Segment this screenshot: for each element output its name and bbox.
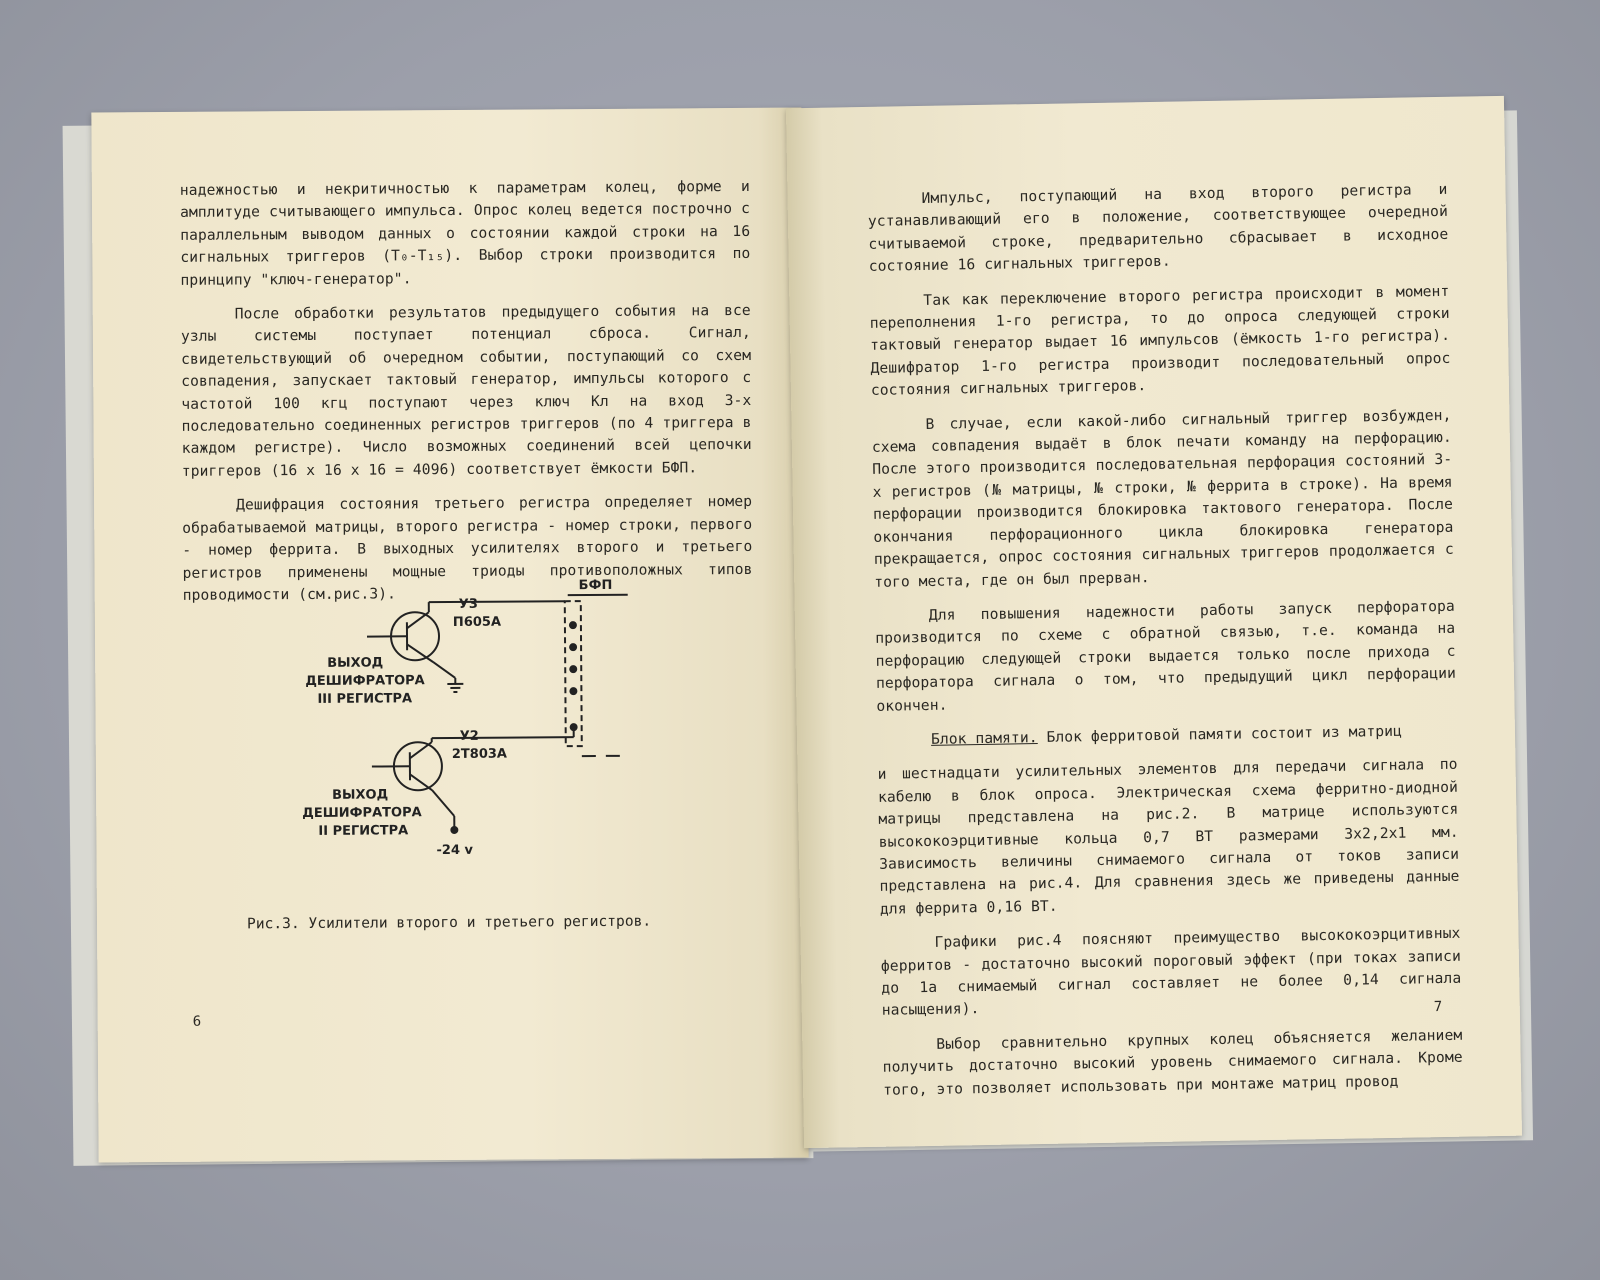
right-paragraph-2: Так как переключение второго регистра происходит в момент переполнения 1-го регистра, то до опроса следующей строки тактовый генератор выдает 16 импульсов (ёмкость 1-го регистра). Дешифратор 1-го регистра производит последовательный опрос состояния сигнальных триггеров.: [869, 282, 1451, 400]
bfp-label: БФП: [578, 577, 613, 594]
out2-line2: ДЕШИФРАТОРА: [302, 805, 422, 822]
supply-label: -24 v: [436, 842, 474, 859]
figure-caption: Рис.3. Усилители второго и третьего регистров.: [246, 912, 652, 933]
out3-line3: III РЕГИСТРА: [317, 691, 413, 707]
left-page: [91, 108, 808, 1163]
left-page-text: [180, 176, 753, 619]
left-paragraph-1: надежностью и некритичностью к параметрам колец, форме и амплитуде считывающего импульса. Опрос колец ведется построчно с параллельным выводом данных о состоянии каждой строки на 16 сигнальных триггеров (Т₀-Т₁₅). Выбор строки производится по принципу "ключ-генератор".: [179, 177, 751, 289]
out3-line2: ДЕШИФРАТОРА: [305, 673, 425, 690]
u2-label: У2: [459, 728, 479, 744]
block-memory-paragraph: [877, 720, 1457, 753]
right-page: [786, 96, 1522, 1148]
block-memory-text: Блок ферритовой памяти состоит из матриц: [1046, 722, 1403, 746]
u3-type-label: П605А: [452, 614, 502, 630]
right-paragraph-6: Графики рис.4 поясняют преимущество высококоэрцитивных ферритов - достаточно высокий пороговый эффект (при токах записи до 1а снимаемый сигнал составляет не более 0,14 сигнала насыщения).: [880, 924, 1462, 1020]
left-paragraph-3: Дешифрация состояния третьего регистра определяет номер обрабатываемой матрицы, второго регистра - номер строки, первого - номер феррита. В выходных усилителях второго и третьего регистров применены мощные триоды противоположных типов проводимости (см.рис.3).: [182, 493, 753, 604]
right-paragraph-1: Импульс, поступающий на вход второго регистра и устанавливающий его в положение, соответствующее очередной считываемой строке, предварительно сбрасывает в исходное состояние 16 сигнальных триггеров.: [867, 180, 1449, 276]
right-page-text: [867, 179, 1463, 1114]
amplifier-circuit-diagram: [283, 576, 685, 899]
out3-line1: ВЫХОД: [327, 655, 384, 671]
out2-line1: ВЫХОД: [332, 787, 389, 803]
right-paragraph-4: Для повышения надежности работы запуск перфоратора производится по схеме с обратной связью, т.е. команда на перфорацию следующей строки выдается только после прихода с перфоратора сигнала о том, что предыдущий цикл перфорации окончен.: [875, 597, 1457, 715]
block-memory-heading: Блок памяти.: [930, 728, 1038, 748]
left-paragraph-2: После обработки результатов предыдущего события на все узлы системы поступает потенциал сброса. Сигнал, свидетельствующий об очередном событии, поступающий со схем совпадения, запускает тактовый генератор, импульсы которого с частотой 100 кгц поступают через ключ Кл на вход 3-х последовательно соединенных регистров триггеров (по 4 триггера в каждом регистре). Число возможных соединений всей цепочки триггеров (16 х 16 х 16 = 4096) соответствует ёмкости БФП.: [180, 301, 752, 480]
right-paragraph-3: В случае, если какой-либо сигнальный триггер возбужден, схема совпадения выдаёт в блок печати команду на перфорацию. После этого производится последовательная перфорация состояний 3-х регистров (№ матрицы, № строки, № феррита в строке). На время перфорации производится блокировка тактового генератора. После окончания перфорационного цикла блокировка генератора прекращается, опрос состояния сигнальных триггеров продолжается с того места, где он был прерван.: [871, 406, 1454, 591]
page-number-left: 6: [192, 1013, 202, 1030]
out2-line3: II РЕГИСТРА: [318, 823, 409, 839]
page-number-right: 7: [1433, 999, 1443, 1016]
u3-label: У3: [458, 596, 478, 612]
right-paragraph-5: и шестнадцати усилительных элементов для передачи сигнала по кабелю в блок опроса. Электрическая схема ферритно-диодной матрицы представлена на рис.2. В матрице используются высококоэрцитивные кольца 0,7 ВТ размерами 3х2,2х1 мм. Зависимость величины снимаемого сигнала от токов записи представлена на рис.4. Для сравнения здесь же приведены данные для феррита 0,16 ВТ.: [877, 756, 1460, 918]
right-paragraph-7: Выбор сравнительно крупных колец объясняется желанием получить достаточно высокий уровень снимаемого сигнала. Кроме того, это позволяет использовать при монтаже матриц провод: [882, 1026, 1463, 1099]
u2-type-label: 2Т803А: [451, 746, 508, 762]
